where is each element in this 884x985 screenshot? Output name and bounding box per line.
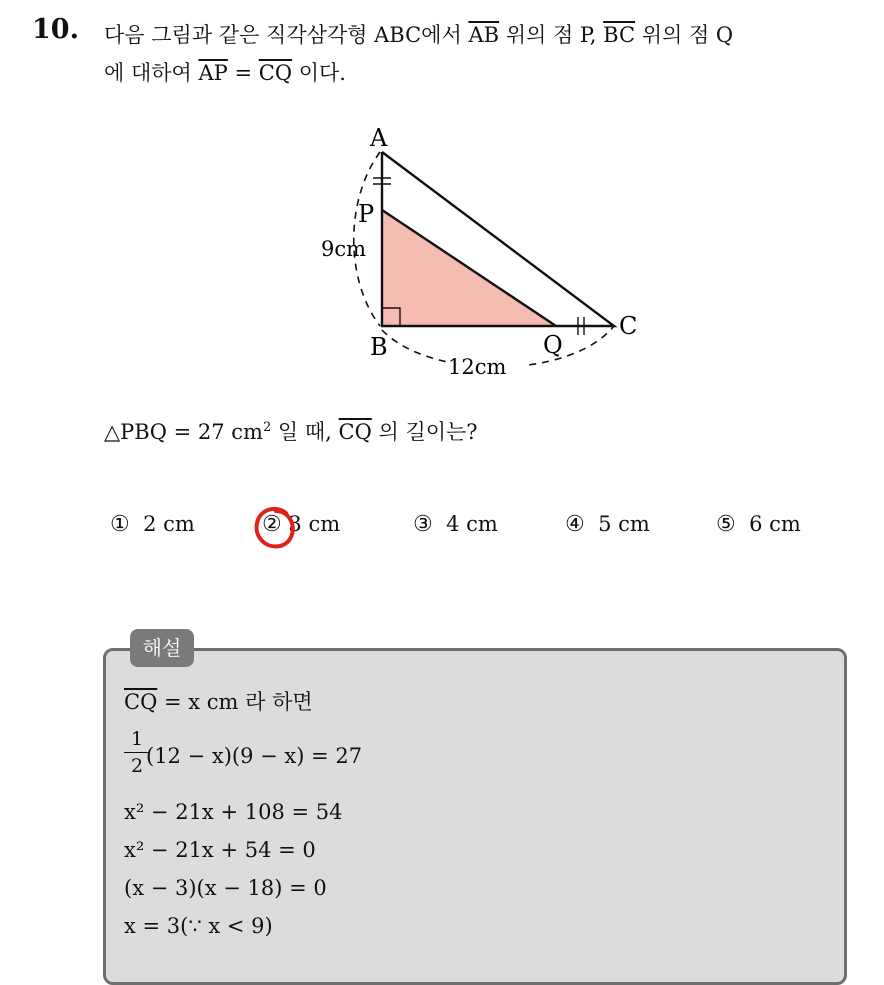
solution-line-3: x² − 21x + 108 = 54: [124, 800, 343, 824]
label-b: B: [370, 333, 388, 361]
choice-text: 6 cm: [749, 512, 801, 536]
solution-line-5: (x − 3)(x − 18) = 0: [124, 876, 327, 900]
solution-line-2: (12 − x)(9 − x) = 27: [146, 744, 363, 768]
solution-line-4: x² − 21x + 54 = 0: [124, 838, 316, 862]
choice-text: 3 cm: [288, 512, 341, 536]
question-line-2: [104, 54, 874, 92]
choice-4[interactable]: [565, 512, 650, 537]
choice-marker: ③: [413, 512, 433, 537]
choice-1[interactable]: [110, 512, 195, 537]
question-text-part: 이다.: [292, 61, 346, 85]
choice-marker: ⑤: [716, 512, 736, 537]
label-c: C: [619, 312, 638, 340]
segment-cq: $\overline{CQ}$: [124, 690, 158, 714]
fraction-denominator: 2: [130, 755, 144, 777]
choice-text: 4 cm: [446, 512, 498, 536]
solution-line-1: [124, 686, 313, 716]
choice-text: 5 cm: [598, 512, 650, 536]
choice-3[interactable]: [413, 512, 498, 537]
answer-circle-stroke: [257, 509, 293, 547]
dimension-ab: 9cm: [321, 237, 367, 261]
question-text: [104, 16, 874, 92]
segment-ab: $\overline{AB}$: [468, 23, 500, 47]
condition-text: 의 길이는?: [371, 420, 478, 444]
solution-line-6: x = 3(∵ x < 9): [124, 914, 273, 938]
dimension-bc: 12cm: [448, 355, 507, 379]
question-condition: [104, 416, 478, 446]
equals-sign: =: [227, 61, 259, 85]
segment-cq: $\overline{CQ}$: [338, 420, 372, 444]
question-text-part: 위의 점 Q: [635, 23, 734, 47]
choice-5[interactable]: [716, 512, 801, 537]
question-text-part: 다음 그림과 같은 직각삼각형 ABC에서: [104, 23, 469, 47]
condition-exponent: 2: [262, 420, 272, 435]
triangle-figure: [300, 118, 680, 393]
question-text-part: 에 대하여: [104, 61, 199, 85]
choice-marker: ①: [110, 512, 130, 537]
segment-cq: $\overline{CQ}$: [258, 61, 293, 85]
question-text-part: 위의 점 P,: [499, 23, 604, 47]
solution-text: = x cm 라 하면: [157, 690, 313, 714]
question-number: 10.: [32, 14, 79, 45]
fraction-numerator: 1: [130, 728, 144, 750]
condition-text: 일 때,: [271, 420, 339, 444]
selected-answer-circle-icon: [252, 505, 298, 551]
label-q: Q: [543, 331, 563, 359]
choice-text: 2 cm: [143, 512, 195, 536]
label-a: A: [370, 124, 388, 152]
segment-bc: $\overline{BC}$: [603, 23, 636, 47]
solution-tab: 해설: [130, 629, 194, 667]
label-p: P: [358, 200, 375, 228]
question-line-1: [104, 16, 874, 54]
choice-marker: ④: [565, 512, 585, 537]
choice-marker: ②: [262, 512, 282, 537]
condition-text: △PBQ = 27 cm: [104, 420, 263, 444]
segment-ap: $\overline{AP}$: [198, 61, 228, 85]
